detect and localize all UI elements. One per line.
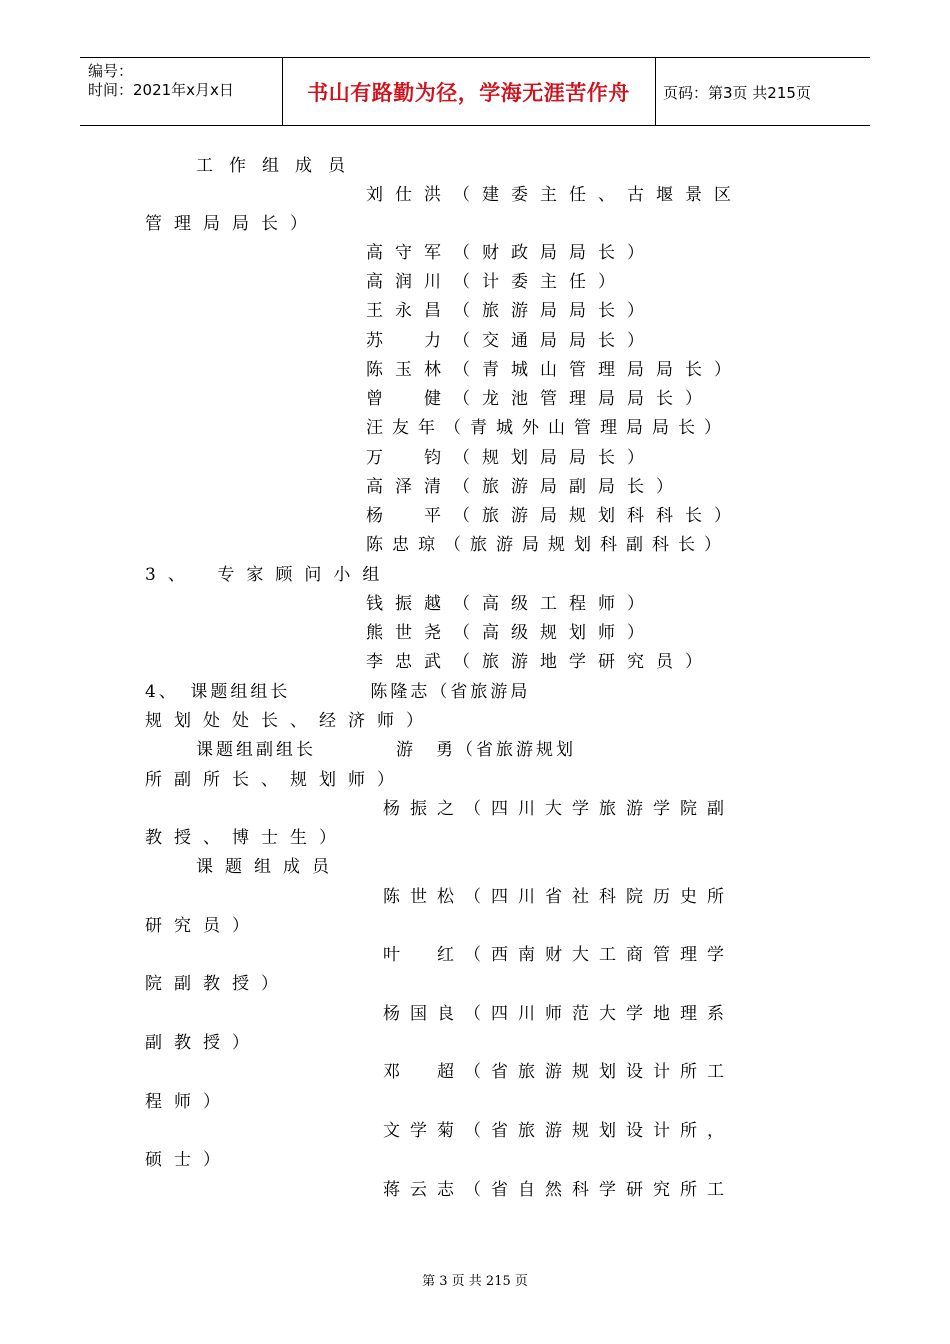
text-line: 汪友年（青城外山管理局局长） — [366, 418, 730, 438]
page-footer: 第 3 页 共 215 页 — [422, 1274, 528, 1289]
text-line: 高润川（计委主任） — [366, 272, 627, 292]
text-line: 硕士） — [145, 1150, 232, 1170]
text-line: 文学菊（省旅游规划设计所， — [383, 1121, 734, 1141]
text-line: 教授、博士生） — [145, 828, 348, 848]
text-line: 叶 红（西南财大工商管理学 — [383, 945, 734, 965]
header-divider — [655, 58, 656, 125]
text-line: 陈世松（四川省社科院历史所 — [383, 887, 734, 907]
text-line: 王永昌（旅游局局长） — [366, 301, 656, 321]
text-line: 钱振越（高级工程师） — [366, 594, 656, 614]
section-heading: 4、 课题组组长 陈隆志（省旅游局 — [145, 682, 531, 702]
header-motto: 书山有路勤为径，学海无涯苦作舟 — [307, 80, 630, 105]
text-line: 工作组成员 — [196, 156, 361, 176]
text-line: 院副教授） — [145, 974, 290, 994]
section-heading: 3、 专家顾问小组 — [145, 565, 392, 585]
text-line: 规划处处长、经济师） — [145, 711, 435, 731]
text-line: 课题组副组长 游 勇（省旅游规划 — [196, 740, 576, 760]
text-line: 管理局局长） — [145, 214, 319, 234]
text-line: 刘仕洪（建委主任、古堰景区 — [366, 185, 743, 205]
text-line: 蒋云志（省自然科学研究所工 — [383, 1180, 734, 1200]
text-line: 邓 超（省旅游规划设计所工 — [383, 1062, 734, 1082]
text-line: 曾 健（龙池管理局局长） — [366, 389, 714, 409]
text-line: 课题组成员 — [196, 857, 341, 877]
text-line: 杨 平（旅游局规划科科长） — [366, 506, 743, 526]
text-line: 所副所长、规划师） — [145, 770, 406, 790]
text-line: 程师） — [145, 1092, 232, 1112]
text-line: 杨国良（四川师范大学地理系 — [383, 1004, 734, 1024]
text-line: 李忠武（旅游地学研究员） — [366, 652, 714, 672]
text-line: 杨振之（四川大学旅游学院副 — [383, 799, 734, 819]
text-line: 陈玉林（青城山管理局局长） — [366, 360, 743, 380]
document-code-label: 编号： — [88, 62, 134, 80]
text-line: 苏 力（交通局局长） — [366, 331, 656, 351]
header-meta — [88, 62, 234, 100]
text-line: 熊世尧（高级规划师） — [366, 623, 656, 643]
document-time-label: 时间：2021年x月x日 — [88, 81, 234, 99]
text-line: 研究员） — [145, 916, 261, 936]
text-line: 副教授） — [145, 1033, 261, 1053]
text-line: 陈忠琼（旅游局规划科副科长） — [366, 535, 730, 555]
text-line: 万 钧（规划局局长） — [366, 448, 656, 468]
header-page-info: 页码：第3页 共215页 — [663, 84, 811, 102]
text-line: 高守军（财政局局长） — [366, 243, 656, 263]
text-line: 高泽清（旅游局副局长） — [366, 477, 685, 497]
page-header — [80, 57, 870, 126]
